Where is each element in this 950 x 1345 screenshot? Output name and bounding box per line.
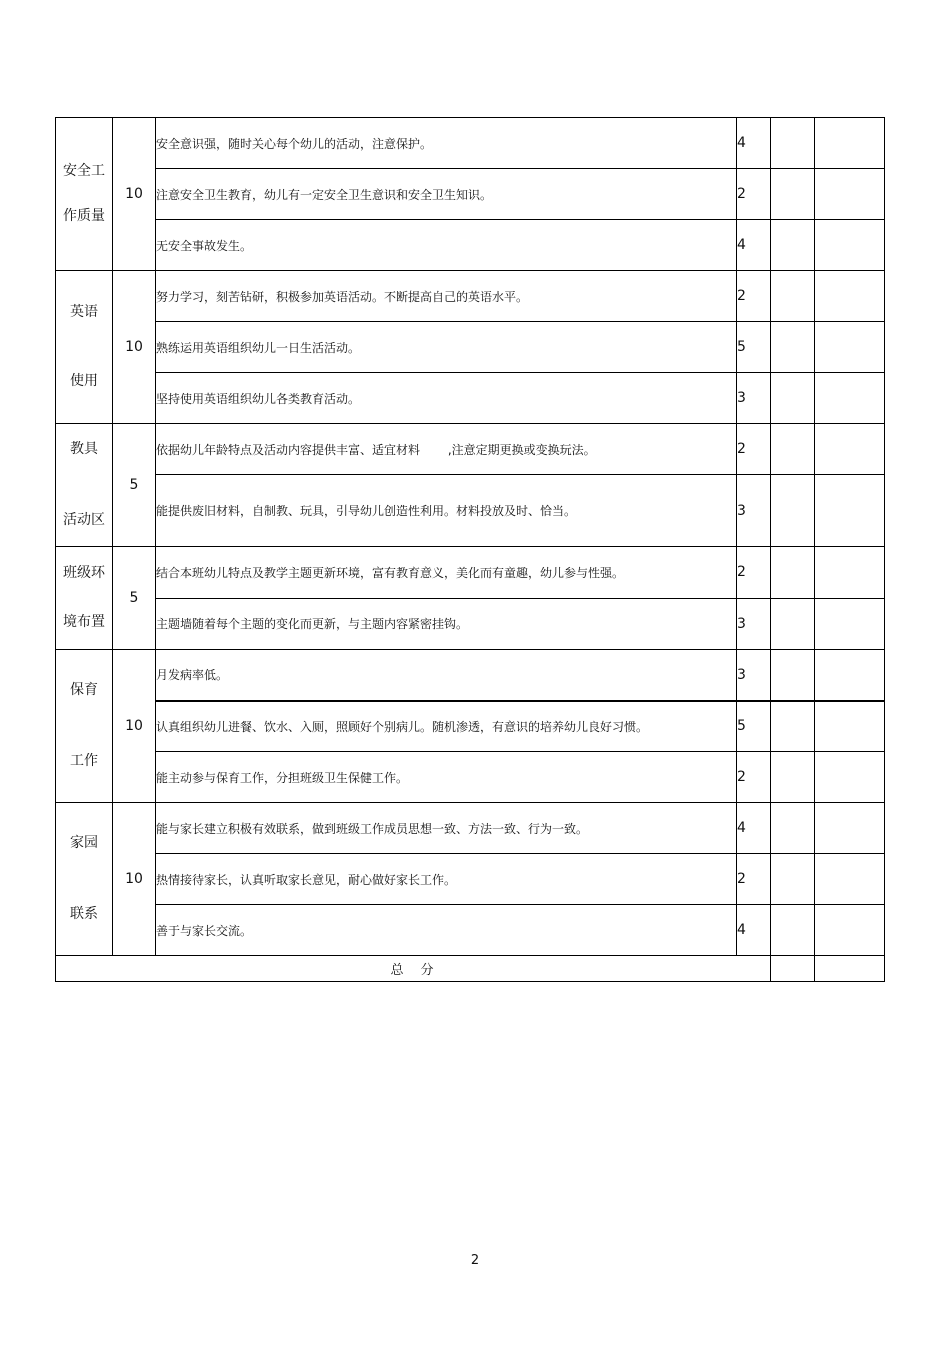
points-cell: 2 xyxy=(737,424,771,475)
score-cell[interactable] xyxy=(771,547,815,599)
score-cell[interactable] xyxy=(771,905,815,956)
points-cell: 4 xyxy=(737,118,771,169)
points-cell: 2 xyxy=(737,169,771,220)
criterion-text: 能主动参与保育工作，分担班级卫生保健工作。 xyxy=(156,752,737,803)
remark-cell[interactable] xyxy=(815,905,885,956)
score-cell[interactable] xyxy=(771,854,815,905)
points-cell: 4 xyxy=(737,905,771,956)
points-cell: 3 xyxy=(737,650,771,701)
points-cell: 4 xyxy=(737,803,771,854)
category-cell xyxy=(56,547,113,650)
points-cell: 2 xyxy=(737,752,771,803)
total-score-cell[interactable] xyxy=(771,956,815,982)
score-cell[interactable] xyxy=(771,322,815,373)
category-line: 教具 xyxy=(70,441,98,458)
category-line: 活动区 xyxy=(63,512,105,528)
remark-cell[interactable] xyxy=(815,373,885,424)
criterion-text: 熟练运用英语组织幼儿一日生活活动。 xyxy=(156,322,737,373)
criterion-text: 注意安全卫生教育，幼儿有一定安全卫生意识和安全卫生知识。 xyxy=(156,169,737,220)
category-cell xyxy=(56,271,113,424)
score-cell[interactable] xyxy=(771,271,815,322)
category-cell xyxy=(56,650,113,803)
score-cell[interactable] xyxy=(771,803,815,854)
table-row xyxy=(56,220,885,271)
category-line: 班级环 xyxy=(63,565,105,582)
score-cell[interactable] xyxy=(771,598,815,650)
criterion-text: 努力学习，刻苦钻研，积极参加英语活动。不断提高自己的英语水平。 xyxy=(156,271,737,322)
criterion-text: 安全意识强，随时关心每个幼儿的活动，注意保护。 xyxy=(156,118,737,169)
remark-cell[interactable] xyxy=(815,118,885,169)
table-row xyxy=(56,854,885,905)
category-line: 保育 xyxy=(70,682,98,699)
criterion-text: 月发病率低。 xyxy=(156,650,737,701)
category-line: 作质量 xyxy=(63,208,105,224)
category-line: 使用 xyxy=(70,373,98,389)
evaluation-table xyxy=(55,117,885,982)
table-row xyxy=(56,118,885,169)
points-cell: 4 xyxy=(737,220,771,271)
points-cell: 3 xyxy=(737,475,771,547)
category-cell xyxy=(56,424,113,547)
criterion-text: 结合本班幼儿特点及教学主题更新环境，富有教育意义，美化而有童趣，幼儿参与性强。 xyxy=(156,547,737,599)
criterion-text: 善于与家长交流。 xyxy=(156,905,737,956)
table-row xyxy=(56,475,885,547)
category-line: 英语 xyxy=(70,304,98,321)
points-cell: 2 xyxy=(737,854,771,905)
table-row xyxy=(56,803,885,854)
category-line: 境布置 xyxy=(63,614,105,630)
table-row xyxy=(56,424,885,475)
criterion-text: 依据幼儿年龄特点及活动内容提供丰富、适宜材料 ,注意定期更换或变换玩法。 xyxy=(156,424,737,475)
score-cell[interactable] xyxy=(771,424,815,475)
remark-cell[interactable] xyxy=(815,803,885,854)
score-cell[interactable] xyxy=(771,118,815,169)
remark-cell[interactable] xyxy=(815,650,885,701)
weight-cell: 10 xyxy=(113,803,156,956)
table-row xyxy=(56,650,885,701)
points-cell: 2 xyxy=(737,547,771,599)
weight-cell: 5 xyxy=(113,547,156,650)
points-cell: 5 xyxy=(737,701,771,752)
score-cell[interactable] xyxy=(771,650,815,701)
table-row xyxy=(56,701,885,752)
category-line: 联系 xyxy=(70,906,98,922)
table-row xyxy=(56,373,885,424)
remark-cell[interactable] xyxy=(815,598,885,650)
page-number: 2 xyxy=(470,1253,480,1268)
remark-cell[interactable] xyxy=(815,547,885,599)
category-line: 家园 xyxy=(70,835,98,852)
remark-cell[interactable] xyxy=(815,475,885,547)
remark-cell[interactable] xyxy=(815,752,885,803)
table-row xyxy=(56,905,885,956)
remark-cell[interactable] xyxy=(815,322,885,373)
criterion-text: 无安全事故发生。 xyxy=(156,220,737,271)
total-label: 总 分 xyxy=(56,956,771,982)
remark-cell[interactable] xyxy=(815,424,885,475)
weight-cell: 5 xyxy=(113,424,156,547)
score-cell[interactable] xyxy=(771,752,815,803)
criterion-text: 能与家长建立积极有效联系，做到班级工作成员思想一致、方法一致、行为一致。 xyxy=(156,803,737,854)
remark-cell[interactable] xyxy=(815,271,885,322)
category-line: 工作 xyxy=(70,753,98,769)
category-line: 安全工 xyxy=(63,163,105,180)
points-cell: 3 xyxy=(737,598,771,650)
total-remark-cell[interactable] xyxy=(815,956,885,982)
weight-cell: 10 xyxy=(113,650,156,803)
category-cell xyxy=(56,118,113,271)
points-cell: 5 xyxy=(737,322,771,373)
criterion-text: 认真组织幼儿进餐、饮水、入厕，照顾好个别病儿。随机渗透，有意识的培养幼儿良好习惯。 xyxy=(156,701,737,752)
table-row xyxy=(56,322,885,373)
score-cell[interactable] xyxy=(771,475,815,547)
table-row xyxy=(56,547,885,599)
category-cell xyxy=(56,803,113,956)
remark-cell[interactable] xyxy=(815,701,885,752)
remark-cell[interactable] xyxy=(815,854,885,905)
score-cell[interactable] xyxy=(771,373,815,424)
table-row xyxy=(56,752,885,803)
remark-cell[interactable] xyxy=(815,220,885,271)
criterion-text: 热情接待家长，认真听取家长意见，耐心做好家长工作。 xyxy=(156,854,737,905)
points-cell: 2 xyxy=(737,271,771,322)
table-row xyxy=(56,598,885,650)
score-cell[interactable] xyxy=(771,169,815,220)
score-cell[interactable] xyxy=(771,220,815,271)
table-row xyxy=(56,169,885,220)
criterion-text: 能提供废旧材料，自制教、玩具，引导幼儿创造性利用。材料投放及时、恰当。 xyxy=(156,475,737,547)
total-row xyxy=(56,956,885,982)
criterion-text: 坚持使用英语组织幼儿各类教育活动。 xyxy=(156,373,737,424)
score-cell[interactable] xyxy=(771,701,815,752)
weight-cell: 10 xyxy=(113,271,156,424)
table-row xyxy=(56,271,885,322)
remark-cell[interactable] xyxy=(815,169,885,220)
points-cell: 3 xyxy=(737,373,771,424)
weight-cell: 10 xyxy=(113,118,156,271)
criterion-text: 主题墙随着每个主题的变化而更新，与主题内容紧密挂钩。 xyxy=(156,598,737,650)
